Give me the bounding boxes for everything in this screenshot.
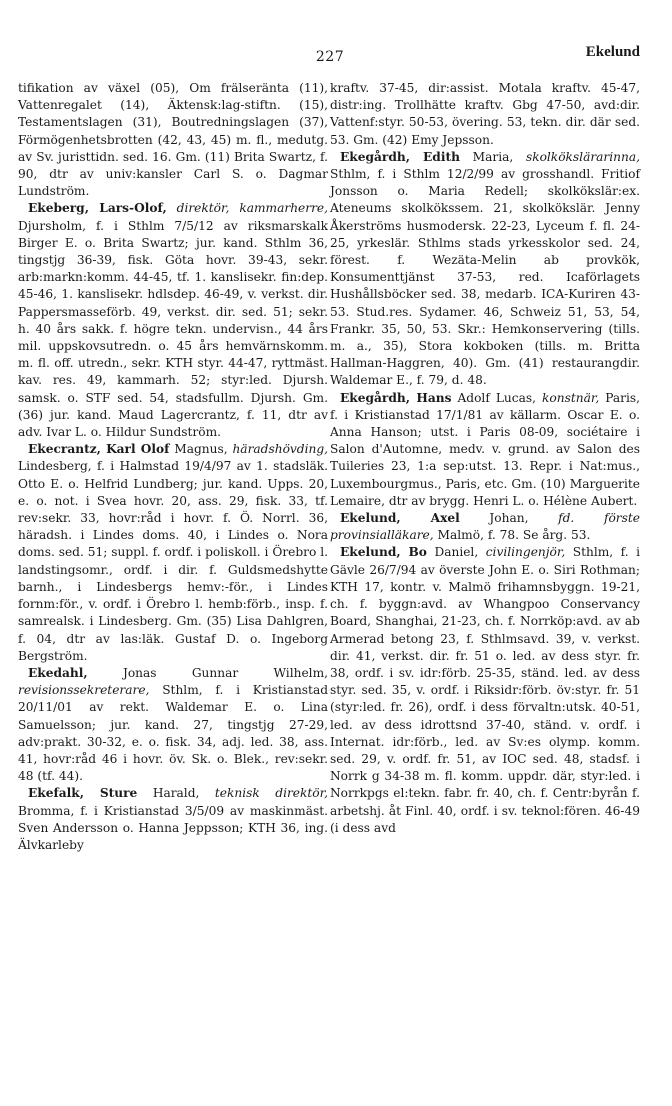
entry-name-rest: Adolf Lucas,: [457, 390, 537, 405]
entry-name-rest: Magnus,: [174, 442, 228, 457]
entry-name: Ekecrantz, Karl Olof: [28, 442, 170, 457]
entry-name-rest: Maria,: [472, 149, 514, 164]
entry-name-rest: Daniel,: [434, 545, 479, 560]
page-number: 227: [315, 49, 345, 65]
entry-occupation: civilingenjör,: [485, 545, 566, 560]
running-head: Ekelund: [585, 44, 640, 60]
entry-body: Paris, f. i Kristianstad 17/1/81 av källarm. Oscar E. o. Anna Hanson; utst. i Paris 08-09, sociétaire i Salon d'Automne, medv. v. grund. av Salon des Tuileries 23, 1:a sep:utst. 13. Repr. i Nat:mus., Luxembourgmus., Paris, etc. Gm. (10) Marguerite Lemaire, dtr av brygg. Henri L. o. Hélène Aubert.: [330, 390, 641, 508]
entry-occupation: konstnär,: [542, 390, 600, 405]
entry-body: tifikation av växel (05), Om frälseränta (11), Vattenregalet (14), Äktensk:lag-stiftn. (15), Testamentslagen (31), Boutredningslagen (37), Förmögenhetsbrotten (42, 43, 45) m. fl., medutg. av Sv. juristtidn. sed. 16. Gm. (11) Brita Swartz, f. 90, dtr av univ:kansler Carl S. o. Dagmar Lundström.: [18, 81, 328, 199]
entry-body: Sthlm, f. i Kristianstad 20/11/01 av rekt. Waldemar E. o. Lina Samuelsson; jur. kand. 27, tingstjg 27-29, adv:prakt. 30-32, e. o. fisk. 34, adj. led. 38, ass. 41, hovr:råd 46 i hovr. öv. Sk. o. Blek., rev:sekr. 48 (tf. 44).: [18, 683, 329, 784]
entry-ekeberg: [18, 200, 328, 441]
entry-occupation: direktör, kammarherre,: [176, 201, 328, 216]
entry-name: Ekefalk, Sture: [28, 786, 138, 801]
entry-ekelund-axel: [330, 510, 640, 544]
entry-name: Ekelund, Bo: [340, 545, 427, 560]
entry-occupation: fd. förste provinsialläkare,: [330, 511, 640, 543]
right-column: [330, 80, 640, 837]
entry-ekegardh-edith: [330, 149, 640, 390]
left-column: [18, 80, 328, 854]
entry-name: Ekegårdh, Edith: [340, 149, 460, 164]
entry-occupation: revisionssekreterare,: [18, 683, 150, 698]
entry-ekefalk: [18, 785, 328, 854]
entry-name: Ekeberg, Lars-Olof,: [28, 201, 167, 216]
entry-name: Ekegårdh, Hans: [340, 390, 452, 405]
entry-name: Ekelund, Axel: [340, 511, 460, 526]
entry-body: Malmö, f. 78. Se årg. 53.: [437, 528, 591, 543]
entry-occupation: skolkökslärarinna,: [525, 149, 640, 164]
entry-occupation: teknisk direktör,: [214, 786, 329, 801]
entry-ekegardh-hans: [330, 390, 640, 510]
entry-body: Bromma, f. i Kristianstad 3/5/09 av maskinmäst. Sven Andersson o. Hanna Jeppsson; KTH 36, ing. Älvkarleby: [18, 803, 328, 852]
entry-continuation: [330, 80, 640, 149]
entry-ekelund-bo: [330, 544, 640, 836]
entry-body: Lindesberg, f. i Halmstad 19/4/97 av 1. stadsläk. Otto E. o. Helfrid Lundberg; jur. kand. Upps. 20, e. o. not. i Svea hovr. 20, ass. 29, fisk. 33, tf. rev:sekr. 33, hovr:råd i hovr. f. Ö. Norrl. 36, häradsh. i Lindes doms. 40, i Lindes o. Nora doms. sed. 51; suppl. f. ordf. i poliskoll. i Örebro l. landstingsomr., ordf. i dir. f. Guldsmedshytte barnh., i Lindesbergs hemv:-för., i Lindes fornm:för., v. ordf. i Örebro l. hemb:förb., insp. f. samrealsk. i Lindesberg. Gm. (35) Lisa Dahlgren, f. 04, dtr av las:läk. Gustaf D. o. Ingeborg Bergström.: [18, 459, 328, 663]
entry-ekecrantz: [18, 441, 328, 665]
entry-name: Ekedahl,: [28, 665, 88, 680]
entry-body: Sthlm, f. i Sthlm 12/2/99 av grosshandl. Fritiof Jonsson o. Maria Redell; skolkökslär:ex. Ateneums skolkökssem. 21, skolkökslär. Jenny Åkerströms husmodersk. 22-23, Lyceum f. fl. 24-25, yrkeslär. Sthlms stads yrkesskolor sed. 24, förest. f. Wezäta-Melin ab provkök, Konsumenttjänst 37-53, red. Icaförlagets Hushållsböcker sed. 38, medarb. ICA-Kuriren 43-53. Stud.res. Sydamer. 46, Schweiz 51, 53, 54, Frankr. 35, 50, 53. Skr.: Hemkonservering (tills. m. a., 35), Stora kokboken (tills. m. Britta Hallman-Haggren, 40). Gm. (41) restaurangdir. Waldemar E., f. 79, d. 48.: [330, 167, 640, 388]
entry-body: kraftv. 37-45, dir:assist. Motala kraftv. 45-47, distr:ing. Trollhätte kraftv. Gbg 47-50, avd:dir. Vattenf:styr. 50-53, övering. 53, tekn. dir. där sed. 53. Gm. (42) Emy Jepsson.: [330, 81, 640, 147]
entry-body: Djursholm, f. i Sthlm 7/5/12 av riksmarskalk Birger E. o. Brita Swartz; jur. kand. Sthlm 36, tingstjg 36-39, fisk. Göta hovr. 39-43, sekr. arb:markn:komm. 44-45, tf. 1. kanslisekr. fin:dep. 45-46, 1. kanslisekr. hdlsdep. 46-49, v. verkst. dir. Pappersmasseförb. 49, verkst. dir. sed. 51; sekr. h. 40 års sakk. f. högre tekn. undervisn., 44 års mil. uppskovsutredn. o. 45 års hemvärnskomm. m. fl. off. utredn., sekr. KTH styr. 44-47, ryttmäst. kav. res. 49, kammarh. 52; styr:led. Djursh. samsk. o. STF sed. 54, stadsfullm. Djursh. Gm. (36) jur. kand. Maud Lagercrantz, f. 11, dtr av adv. Ivar L. o. Hildur Sundström.: [18, 218, 328, 440]
entry-name-rest: Harald,: [152, 786, 200, 801]
entry-occupation: häradshövding,: [232, 442, 329, 457]
entry-body: Sthlm, f. i Gävle 26/7/94 av överste John E. o. Siri Rothman; KTH 17, kontr. v. Malmö frihamnsbyggn. 19-21, ch. f. byggn:avd. av Whangpoo Conservancy Board, Shanghai, 21-23, ch. f. Norrköp:avd. av ab Armerad betong 23, f. Sthlmsavd. 39, v. verkst. dir. 41, verkst. dir. fr. 51 o. led. av dess styr. fr. 38, ordf. i sv. idr:förb. 25-35, ständ. led. av dess styr. sed. 35, v. ordf. i Riksidr:förb. öv:styr. fr. 51 (styr:led. fr. 26), ordf. i dess förvaltn:utsk. 40-51, led. av dess idrottsnd 37-40, ständ. v. ordf. i Internat. idr:förb., led. av Sv:es olymp. komm. sed. 29, v. ordf. fr. 51, av IOC sed. 48, stadsf. i Norrk g 34-38 m. fl. komm. uppdr. där, styr:led. i Norrkpgs el:tekn. fabr. fr. 40, ch. f. Centr:byrån f. arbetshj. åt Finl. 40, ordf. i sv. teknol:fören. 46-49 (i dess avd: [330, 545, 641, 835]
entry-ekedahl: [18, 665, 328, 785]
entry-name-rest: Johan,: [489, 511, 529, 526]
entry-name-rest: Jonas Gunnar Wilhelm,: [122, 665, 328, 680]
entry-continuation: [18, 80, 328, 200]
